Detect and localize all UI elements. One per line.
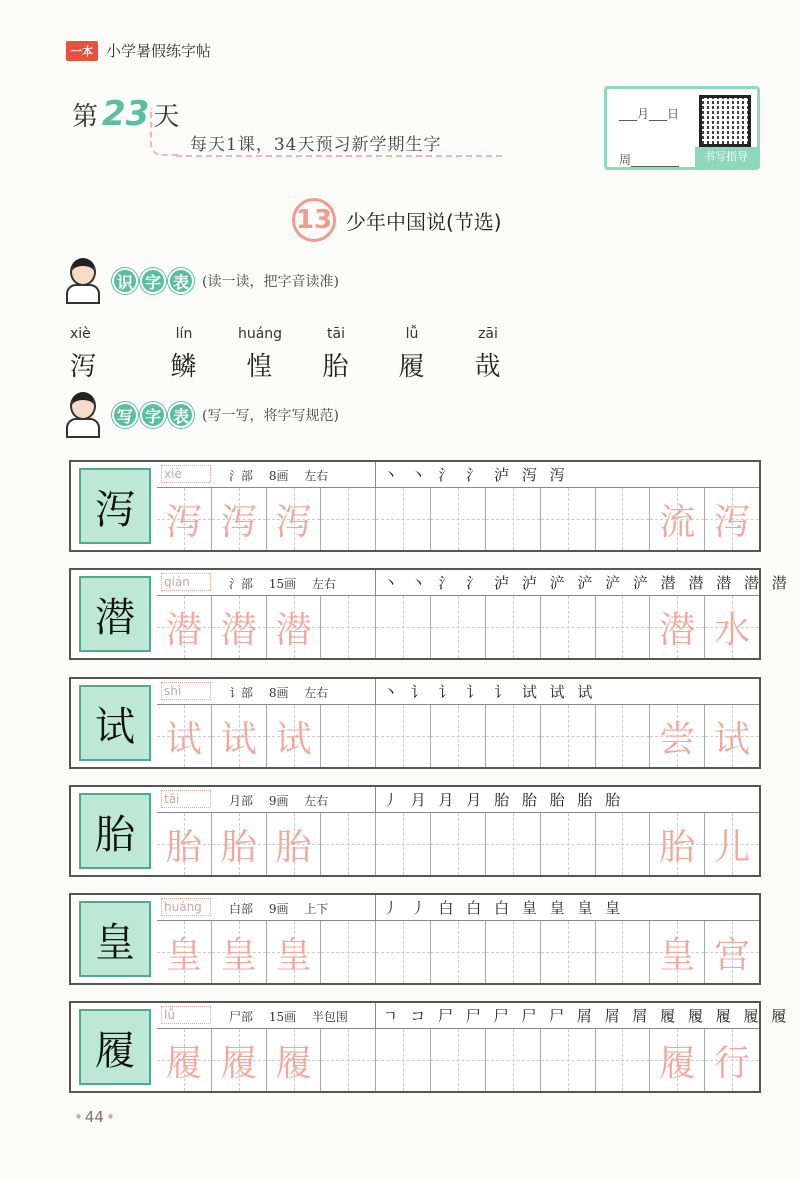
trace-char: 潜 — [165, 609, 202, 651]
pinyin-practice-box[interactable]: qián — [161, 573, 211, 591]
char-info-bar — [157, 570, 791, 596]
trace-char: 胎 — [220, 826, 257, 868]
practice-cell[interactable] — [486, 921, 541, 983]
trace-char: 行 — [714, 1042, 751, 1084]
practice-cell[interactable] — [376, 813, 431, 875]
practice-cell[interactable] — [705, 921, 759, 983]
day-subtitle: 每天1课，34天预习新学期生字 — [190, 135, 442, 155]
model-char-cell — [79, 793, 151, 869]
qr-label: 书写指导 — [695, 147, 757, 167]
read-item — [70, 326, 146, 383]
label-char: 表 — [168, 268, 194, 294]
date-week: 周________ — [619, 153, 680, 167]
practice-cell[interactable] — [431, 705, 486, 767]
practice-cell[interactable] — [376, 596, 431, 658]
char-meta: 讠部 8画 左右 — [229, 686, 329, 700]
info-divider — [375, 462, 376, 488]
hanzi: 惶 — [246, 352, 274, 382]
stroke-order: ㄱ コ 尸 尸 尸 尸 尸 屑 屑 屑 履 履 履 履 履 — [383, 1007, 791, 1025]
hanzi: 胎 — [322, 352, 350, 382]
practice-cell[interactable] — [212, 596, 267, 658]
practice-cell[interactable] — [705, 705, 759, 767]
char-meta: 白部 9画 上下 — [229, 902, 329, 916]
practice-cell[interactable] — [486, 1029, 541, 1091]
practice-cell[interactable] — [705, 813, 759, 875]
label-char: 写 — [112, 402, 138, 428]
practice-cell[interactable] — [212, 813, 267, 875]
brand-title: 小学暑假练字帖 — [106, 42, 212, 60]
practice-grid — [157, 705, 759, 767]
practice-cell[interactable] — [705, 1029, 759, 1091]
read-item — [450, 326, 526, 383]
decorative-dash-line — [176, 155, 502, 157]
read-section-header — [62, 258, 339, 304]
hanzi: 泻 — [70, 352, 98, 382]
practice-cell[interactable] — [541, 596, 596, 658]
practice-row — [69, 568, 791, 660]
char-meta: 尸部 15画 半包围 — [229, 1010, 348, 1024]
stroke-order: 丶 丶 氵 氵 泸 泸 浐 浐 浐 浐 潜 潜 潜 潜 潜 — [383, 574, 791, 592]
practice-cell[interactable] — [321, 921, 376, 983]
trace-char: 流 — [659, 501, 696, 543]
read-item — [298, 326, 374, 383]
practice-grid — [157, 1029, 759, 1091]
pinyin-practice-box[interactable]: lǚ — [161, 1006, 211, 1024]
practice-cell[interactable] — [486, 813, 541, 875]
practice-cell[interactable] — [705, 596, 759, 658]
model-char-cell — [79, 901, 151, 977]
practice-grid — [157, 921, 759, 983]
trace-char: 胎 — [659, 826, 696, 868]
model-char: 试 — [95, 703, 135, 750]
lesson-title — [292, 198, 502, 242]
practice-cell[interactable] — [431, 596, 486, 658]
practice-cell[interactable] — [267, 921, 322, 983]
pinyin: lín — [175, 326, 193, 342]
trace-char: 水 — [714, 609, 751, 651]
qr-code-icon[interactable] — [699, 95, 751, 147]
model-char: 皇 — [95, 919, 135, 966]
practice-cell[interactable] — [596, 488, 651, 550]
trace-char: 履 — [659, 1042, 696, 1084]
label-char: 字 — [140, 402, 166, 428]
trace-char: 宫 — [714, 934, 751, 976]
trace-char: 皇 — [275, 934, 312, 976]
practice-cell[interactable] — [212, 488, 267, 550]
page-number: • 44 • — [74, 1108, 115, 1126]
info-divider — [375, 895, 376, 921]
practice-cell[interactable] — [596, 813, 651, 875]
child-icon — [62, 392, 108, 438]
practice-grid — [157, 813, 759, 875]
practice-cell[interactable] — [321, 488, 376, 550]
trace-char: 儿 — [714, 826, 751, 868]
read-item — [222, 326, 298, 383]
pinyin-practice-box[interactable]: xiè — [161, 465, 211, 483]
model-char-cell — [79, 685, 151, 761]
char-meta: 月部 9画 左右 — [229, 794, 329, 808]
lesson-number-badge: 13 — [292, 198, 336, 242]
practice-cell[interactable] — [705, 488, 759, 550]
practice-cell[interactable] — [157, 1029, 212, 1091]
practice-cell[interactable] — [157, 921, 212, 983]
trace-char: 泻 — [275, 501, 312, 543]
practice-cell[interactable] — [431, 488, 486, 550]
pinyin: lǚ — [405, 326, 419, 342]
practice-cell[interactable] — [486, 488, 541, 550]
read-item — [146, 326, 222, 383]
practice-cell[interactable] — [486, 705, 541, 767]
trace-char: 胎 — [275, 826, 312, 868]
practice-cell[interactable] — [541, 1029, 596, 1091]
label-char: 字 — [140, 268, 166, 294]
practice-cell[interactable] — [541, 705, 596, 767]
trace-char: 试 — [165, 718, 202, 760]
day-number: 23 — [102, 94, 150, 134]
practice-cell[interactable] — [212, 705, 267, 767]
practice-row — [69, 677, 761, 769]
info-divider — [375, 787, 376, 813]
info-divider — [375, 1003, 376, 1029]
trace-char: 泻 — [714, 501, 751, 543]
practice-cell[interactable] — [650, 596, 705, 658]
hanzi: 哉 — [474, 352, 502, 382]
practice-cell[interactable] — [157, 813, 212, 875]
brand-logo: 一本 — [66, 41, 98, 61]
practice-cell[interactable] — [376, 705, 431, 767]
practice-row — [69, 893, 761, 985]
day-suffix: 天 — [153, 102, 180, 132]
write-section-label — [112, 402, 194, 428]
decorative-dash-corner — [150, 108, 180, 156]
practice-row — [69, 1001, 791, 1093]
model-char-cell — [79, 468, 151, 544]
trace-char: 履 — [165, 1042, 202, 1084]
practice-cell[interactable] — [321, 705, 376, 767]
practice-cell[interactable] — [157, 596, 212, 658]
practice-grid — [157, 488, 759, 550]
char-meta: 氵部 15画 左右 — [229, 577, 336, 591]
trace-char: 皇 — [659, 934, 696, 976]
char-meta: 氵部 8画 左右 — [229, 469, 329, 483]
read-section-label — [112, 268, 194, 294]
practice-cell[interactable] — [212, 921, 267, 983]
practice-cell[interactable] — [376, 488, 431, 550]
practice-cell[interactable] — [321, 596, 376, 658]
practice-cell[interactable] — [596, 596, 651, 658]
label-char: 识 — [112, 268, 138, 294]
pinyin-practice-box[interactable]: huáng — [161, 898, 211, 916]
practice-cell[interactable] — [267, 596, 322, 658]
pinyin-practice-box[interactable]: tāi — [161, 790, 211, 808]
child-icon — [62, 258, 108, 304]
model-char-cell — [79, 576, 151, 652]
model-char: 潜 — [95, 594, 135, 641]
pinyin: zāi — [478, 326, 498, 342]
read-list — [70, 326, 526, 383]
info-divider — [375, 570, 376, 596]
practice-cell[interactable] — [596, 921, 651, 983]
practice-cell[interactable] — [650, 921, 705, 983]
hanzi: 履 — [398, 352, 426, 382]
day-prefix: 第 — [72, 102, 99, 132]
char-info-bar — [157, 787, 759, 813]
trace-char: 试 — [714, 718, 751, 760]
model-char: 泻 — [95, 486, 135, 533]
practice-cell[interactable] — [157, 488, 212, 550]
practice-cell[interactable] — [541, 488, 596, 550]
stroke-order: 丶 讠 讠 讠 讠 试 试 试 — [383, 683, 597, 701]
trace-char: 潜 — [220, 609, 257, 651]
practice-cell[interactable] — [157, 705, 212, 767]
practice-cell[interactable] — [376, 921, 431, 983]
info-divider — [375, 679, 376, 705]
stroke-order: 丿 月 月 月 胎 胎 胎 胎 胎 — [383, 791, 625, 809]
trace-char: 潜 — [659, 609, 696, 651]
char-info-bar — [157, 679, 759, 705]
date-box — [604, 86, 760, 170]
char-info-bar — [157, 462, 759, 488]
date-month-day: ___月___日 — [619, 107, 680, 121]
practice-cell[interactable] — [431, 1029, 486, 1091]
trace-char: 皇 — [220, 934, 257, 976]
stroke-order: 丶 丶 氵 氵 泸 泻 泻 — [383, 466, 569, 484]
trace-char: 尝 — [659, 718, 696, 760]
pinyin: xiè — [70, 326, 91, 342]
trace-char: 履 — [275, 1042, 312, 1084]
char-info-bar — [157, 1003, 791, 1029]
practice-cell[interactable] — [596, 705, 651, 767]
practice-cell[interactable] — [321, 813, 376, 875]
trace-char: 胎 — [165, 826, 202, 868]
model-char: 胎 — [95, 811, 135, 858]
pinyin: tāi — [327, 326, 345, 342]
label-char: 表 — [168, 402, 194, 428]
practice-cell[interactable] — [321, 1029, 376, 1091]
pinyin: huáng — [237, 326, 283, 342]
model-char: 履 — [95, 1027, 135, 1074]
practice-cell[interactable] — [267, 705, 322, 767]
practice-cell[interactable] — [541, 921, 596, 983]
practice-cell[interactable] — [267, 1029, 322, 1091]
practice-cell[interactable] — [541, 813, 596, 875]
practice-cell[interactable] — [650, 488, 705, 550]
pinyin-practice-box[interactable]: shì — [161, 682, 211, 700]
write-section-header — [62, 392, 339, 438]
practice-cell[interactable] — [212, 1029, 267, 1091]
trace-char: 潜 — [275, 609, 312, 651]
trace-char: 试 — [220, 718, 257, 760]
trace-char: 泻 — [165, 501, 202, 543]
stroke-order: 丿 丿 白 白 白 皇 皇 皇 皇 — [383, 899, 625, 917]
trace-char: 履 — [220, 1042, 257, 1084]
model-char-cell — [79, 1009, 151, 1085]
practice-cell[interactable] — [650, 813, 705, 875]
header-brand — [66, 40, 211, 61]
hanzi: 鳞 — [170, 352, 198, 382]
practice-cell[interactable] — [267, 813, 322, 875]
practice-cell[interactable] — [650, 1029, 705, 1091]
practice-cell[interactable] — [431, 921, 486, 983]
write-section-note: (写一写，将字写规范) — [202, 408, 339, 424]
char-info-bar — [157, 895, 759, 921]
practice-cell[interactable] — [431, 813, 486, 875]
trace-char: 泻 — [220, 501, 257, 543]
read-item — [374, 326, 450, 383]
practice-row — [69, 785, 761, 877]
lesson-name: 少年中国说(节选) — [346, 209, 502, 234]
practice-cell[interactable] — [486, 596, 541, 658]
practice-grid — [157, 596, 759, 658]
practice-cell[interactable] — [650, 705, 705, 767]
trace-char: 试 — [275, 718, 312, 760]
practice-cell[interactable] — [267, 488, 322, 550]
practice-cell[interactable] — [596, 1029, 651, 1091]
read-section-note: (读一读，把字音读准) — [202, 274, 339, 290]
practice-cell[interactable] — [376, 1029, 431, 1091]
practice-row — [69, 460, 761, 552]
trace-char: 皇 — [165, 934, 202, 976]
